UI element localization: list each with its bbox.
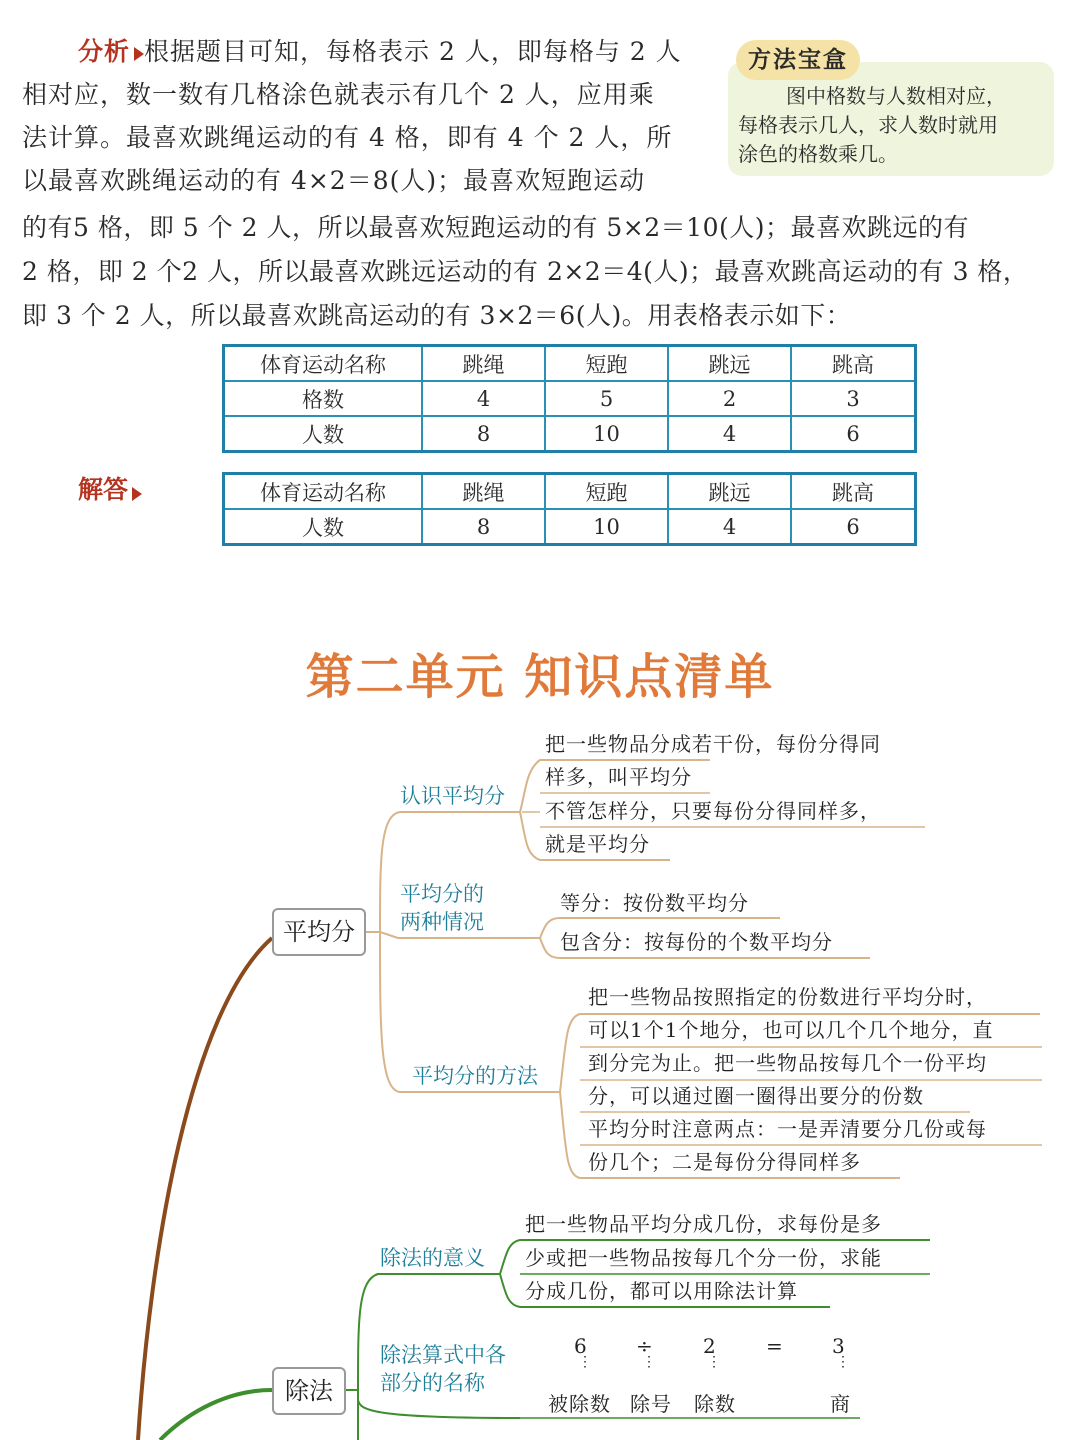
- leaf-text: 平均分时注意两点：一是弄清要分几份或每: [588, 1117, 987, 1141]
- analysis-line-5: 的有5 格，即 5 个 2 人，所以最喜欢短跑运动的有 5×2＝10(人)；最喜欢跳远的有: [22, 213, 969, 242]
- table-cell: 人数: [224, 509, 423, 545]
- table-cell: 6: [791, 509, 915, 545]
- leaf-text: 把一些物品平均分成几份，求每份是多: [525, 1212, 882, 1236]
- table-cell: 10: [545, 509, 668, 545]
- table-cell: 2: [668, 381, 791, 416]
- table-cell: 跳高: [791, 474, 915, 510]
- leaf-text: 份几个；二是每份分得同样多: [588, 1150, 861, 1174]
- analysis-line-6: 2 格，即 2 个2 人，所以最喜欢跳远运动的有 2×2＝4(人)；最喜欢跳高运动的有 3 格，: [22, 257, 1029, 286]
- answer-label: 解答: [78, 475, 129, 504]
- table-cell: 跳高: [791, 346, 915, 382]
- leaf-text: 可以1个1个地分，也可以几个几个地分，直: [588, 1018, 994, 1042]
- branch-know-average: 认识平均分: [400, 784, 505, 808]
- table-cell: 跳远: [668, 346, 791, 382]
- method-line-2: 每格表示几人，求人数时就用: [738, 113, 998, 137]
- analysis-line-2: 相对应，数一数有几格涂色就表示有几个 2 人，应用乘: [22, 80, 655, 109]
- table-cell: 8: [422, 509, 545, 545]
- leaf-text: 把一些物品按照指定的份数进行平均分时，: [588, 985, 987, 1009]
- equation-equals: =: [766, 1334, 784, 1358]
- leaf-text: 分成几份，都可以用除法计算: [525, 1279, 798, 1303]
- leaf-text: 包含分：按每份的个数平均分: [560, 930, 833, 954]
- table-cell: 跳远: [668, 474, 791, 510]
- table-cell: 格数: [224, 381, 423, 416]
- node-division: 除法: [272, 1367, 346, 1415]
- leaf-text: 把一些物品分成若干份，每份分得同: [545, 732, 881, 756]
- leaf-text: 分，可以通过圈一圈得出要分的份数: [588, 1084, 924, 1108]
- table-cell: 4: [668, 416, 791, 452]
- leaf-text: 等分：按份数平均分: [560, 891, 749, 915]
- table-cell: 6: [791, 416, 915, 452]
- equation-dividend: 6: [574, 1334, 588, 1358]
- dot-marker-icon: ⋮: [836, 1354, 851, 1370]
- method-line-3: 涂色的格数乘几。: [738, 142, 898, 166]
- analysis-label: 分析: [78, 37, 131, 66]
- branch-division-parts-line-2: 部分的名称: [380, 1371, 485, 1395]
- name-quotient: 商: [830, 1392, 851, 1416]
- branch-two-cases-line-1: 平均分的: [400, 882, 484, 906]
- name-dividend: 被除数: [548, 1392, 611, 1416]
- table-cell: 4: [668, 509, 791, 545]
- dot-marker-icon: ⋮: [578, 1354, 593, 1370]
- leaf-text: 到分完为止。把一些物品按每几个一份平均: [588, 1051, 987, 1075]
- leaf-text: 样多，叫平均分: [545, 765, 692, 789]
- equation-quotient: 3: [832, 1334, 846, 1358]
- table-cell: 4: [422, 381, 545, 416]
- table-cell: 体育运动名称: [224, 474, 423, 510]
- table-cell: 8: [422, 416, 545, 452]
- leaf-text: 不管怎样分，只要每份分得同样多，: [545, 799, 881, 823]
- dot-marker-icon: ⋮: [642, 1354, 657, 1370]
- table-cell: 短跑: [545, 474, 668, 510]
- branch-division-meaning: 除法的意义: [380, 1246, 485, 1270]
- dot-marker-icon: ⋮: [707, 1354, 722, 1370]
- branch-two-cases-line-2: 两种情况: [400, 910, 484, 934]
- analysis-line-4: 以最喜欢跳绳运动的有 4×2＝8(人)；最喜欢短跑运动: [22, 166, 646, 195]
- table-cell: 跳绳: [422, 474, 545, 510]
- table-cell: 10: [545, 416, 668, 452]
- table-cell: 5: [545, 381, 668, 416]
- table-cell: 短跑: [545, 346, 668, 382]
- leaf-text: 就是平均分: [545, 832, 650, 856]
- table-cell: 体育运动名称: [224, 346, 423, 382]
- table-cell: 3: [791, 381, 915, 416]
- table-cell: 跳绳: [422, 346, 545, 382]
- table-cell: 人数: [224, 416, 423, 452]
- analysis-line-3: 法计算。最喜欢跳绳运动的有 4 格，即有 4 个 2 人，所: [22, 123, 673, 152]
- unit-title: 第二单元 知识点清单: [305, 649, 775, 705]
- analysis-line-1: 分析 根据题目可知，每格表示 2 人，即每格与 2 人: [78, 37, 682, 66]
- name-divide-sign: 除号: [630, 1392, 672, 1416]
- method-tag: 方法宝盒: [736, 40, 860, 80]
- analysis-line-7: 即 3 个 2 人，所以最喜欢跳高运动的有 3×2＝6(人)。用表格表示如下：: [22, 301, 852, 330]
- branch-method: 平均分的方法: [412, 1064, 538, 1088]
- leaf-text: 少或把一些物品按每几个分一份，求能: [525, 1246, 882, 1270]
- name-divisor: 除数: [694, 1392, 736, 1416]
- method-line-1: 图中格数与人数相对应，: [786, 84, 1006, 108]
- branch-division-parts-line-1: 除法算式中各: [380, 1343, 506, 1367]
- equation-divisor: 2: [703, 1334, 717, 1358]
- node-average-division: 平均分: [272, 908, 366, 956]
- equation-divide-sign: ÷: [636, 1334, 654, 1358]
